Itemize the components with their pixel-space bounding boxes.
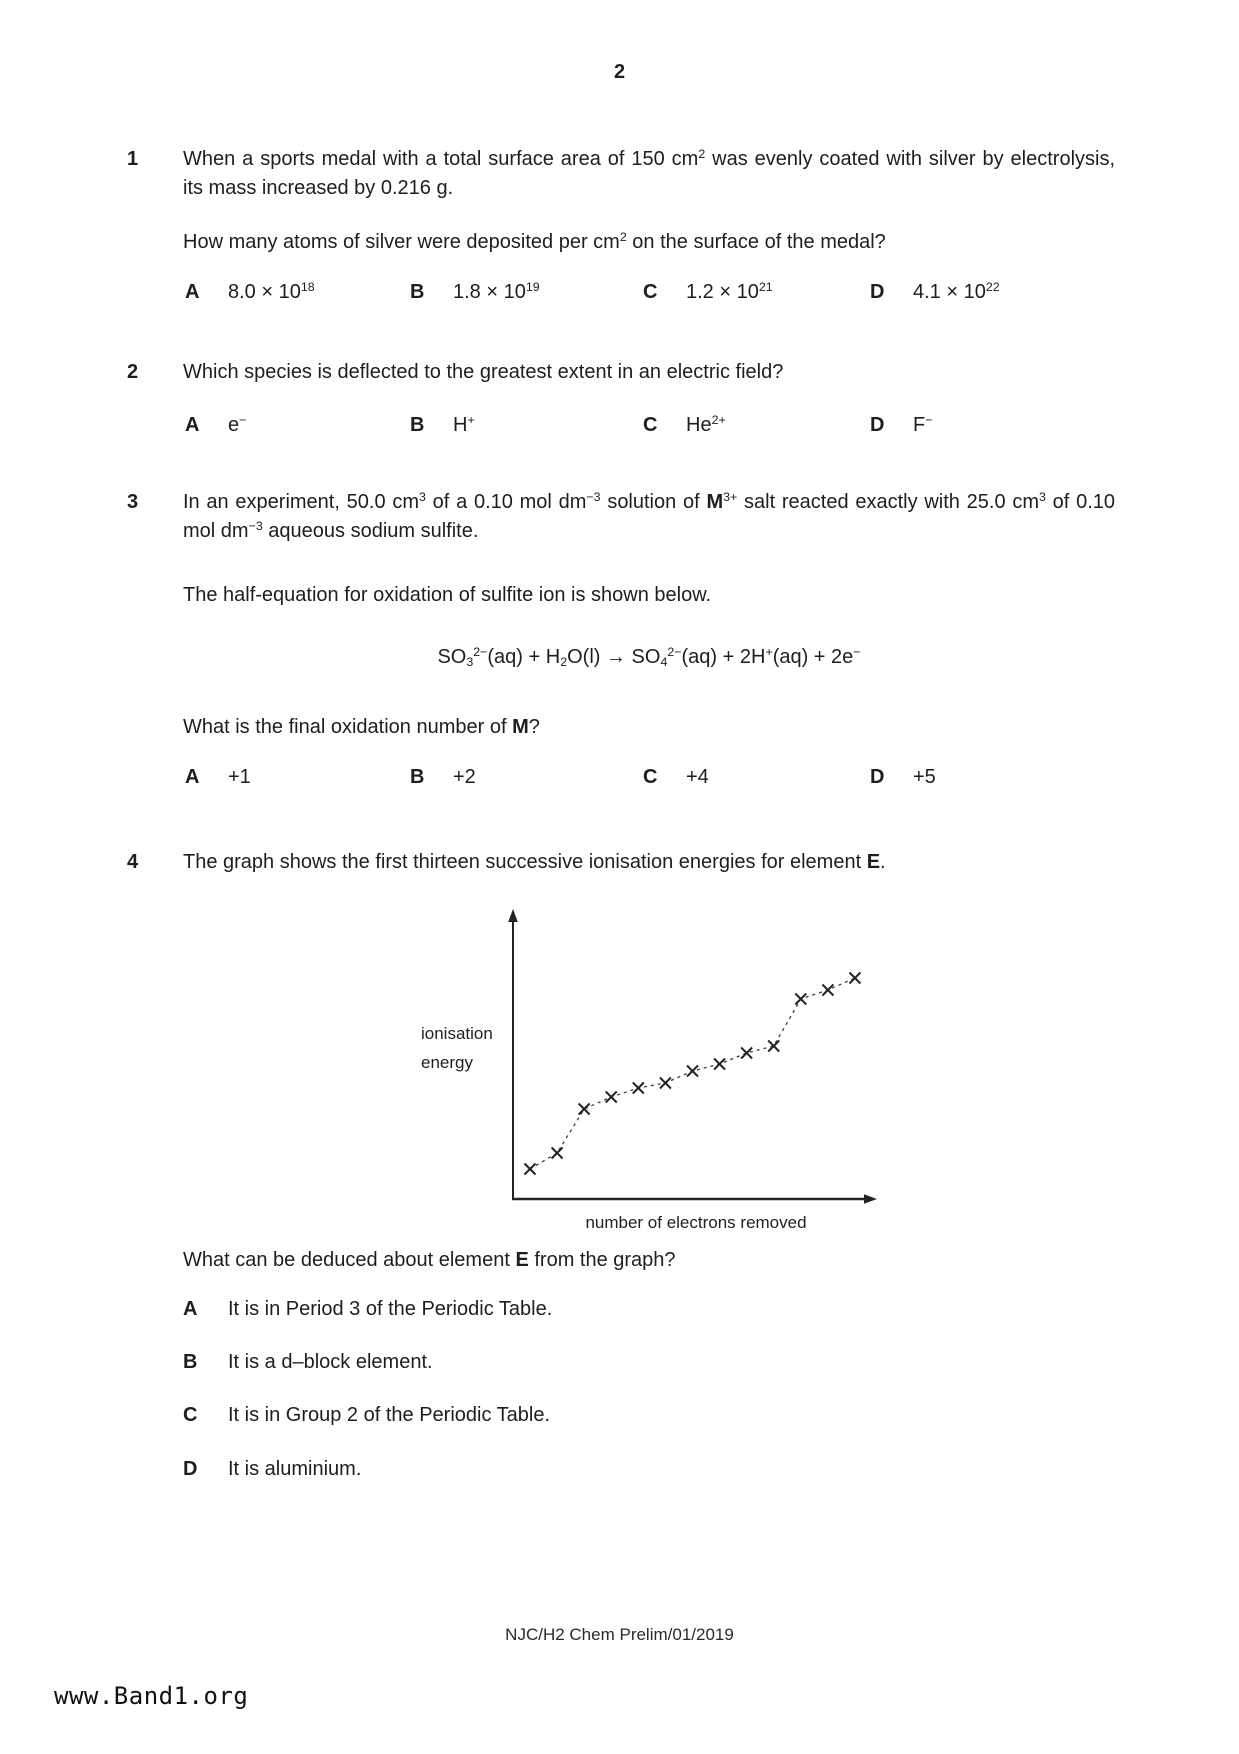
question-1-options [183, 278, 1173, 308]
graph-points [525, 973, 861, 1175]
option-text: It is in Group 2 of the Periodic Table. [228, 1404, 551, 1426]
option-text: It is aluminium. [228, 1458, 362, 1480]
option-letter: B [410, 281, 425, 303]
option-text: +1 [228, 766, 251, 788]
option-a [185, 763, 251, 792]
option-a [185, 411, 246, 440]
option-text: $1.2 \times 10^{21}$ [686, 280, 773, 303]
option-text: e− [228, 413, 247, 436]
option-letter: A [185, 766, 200, 788]
question-2-number: 2 [127, 361, 139, 383]
graph-axes [508, 909, 877, 1204]
option-d [183, 1455, 361, 1484]
x-axis-label: number of electrons removed [585, 1213, 807, 1232]
option-c [643, 763, 709, 792]
ionisation-energy-graph [400, 900, 880, 1250]
question-1-number: 1 [127, 148, 139, 170]
question-3-number: 3 [127, 491, 139, 513]
option-letter: C [183, 1404, 198, 1426]
option-letter: C [643, 414, 658, 436]
question-2-options [183, 411, 1173, 441]
footer-reference: NJC/H2 Chem Prelim/01/2019 [505, 1625, 734, 1644]
question-3-body: In an experiment, 50.0 $cm^3$ of a 0.10 mol $dm^{-3}$ solution of $M^{3+}$ salt reacted exactly with 25.0 $cm^3$ of 0.10 mol $dm^{-3}$ aqueous sodium sulfite. [183, 490, 1115, 542]
option-b [183, 1348, 433, 1377]
option-letter: D [870, 766, 885, 788]
option-d [870, 763, 936, 792]
x-axis-arrow [864, 1194, 877, 1204]
question-3-note: The half-equation for oxidation of sulfite ion is shown below. [183, 584, 712, 606]
option-text: $He^{2+}$ [686, 413, 726, 436]
option-letter: A [183, 1298, 198, 1320]
option-text: H+ [453, 413, 475, 436]
option-text: It is in Period 3 of the Periodic Table. [228, 1298, 553, 1320]
option-b [410, 763, 476, 792]
option-d [870, 411, 932, 440]
option-letter: D [870, 281, 885, 303]
option-text: +5 [913, 766, 936, 788]
option-text: F− [913, 413, 933, 436]
option-letter: A [185, 414, 200, 436]
question-1-prompt: How many atoms of silver were deposited per $cm^2$ on the surface of the medal? [183, 230, 886, 253]
option-c [183, 1401, 550, 1430]
option-c [643, 278, 773, 307]
page-number: 2 [613, 61, 626, 83]
question-4-number: 4 [127, 851, 139, 873]
option-b [410, 411, 475, 440]
question-3-prompt: What is the final oxidation number of M? [183, 716, 540, 738]
option-letter: B [183, 1351, 198, 1373]
option-letter: A [185, 281, 200, 303]
option-letter: B [410, 766, 425, 788]
y-axis-label-line-1: ionisation [421, 1024, 493, 1043]
option-text: $4.1 \times 10^{22}$ [913, 280, 1000, 303]
watermark-url: www.Band1.org [54, 1682, 249, 1710]
option-b [410, 278, 540, 307]
question-1-body: When a sports medal with a total surface area of 150 $cm^2$ was evenly coated with silver by electrolysis, its mass increased by 0.216 g. [183, 147, 1116, 199]
question-3-options [183, 763, 1173, 793]
question-4-body: The graph shows the first thirteen successive ionisation energies for element E. [183, 851, 886, 873]
option-text: +2 [453, 766, 476, 788]
question-4-prompt: What can be deduced about element E from the graph? [183, 1249, 676, 1271]
option-letter: D [183, 1458, 198, 1480]
option-text: $8.0 \times 10^{18}$ [228, 280, 315, 303]
option-a [183, 1295, 552, 1324]
question-2-body: Which species is deflected to the greatest extent in an electric field? [183, 361, 784, 383]
option-d [870, 278, 1000, 307]
option-a [185, 278, 315, 307]
option-letter: B [410, 414, 425, 436]
y-axis-arrow [508, 909, 518, 922]
option-c [643, 411, 726, 440]
option-letter: C [643, 766, 658, 788]
y-axis-label-line-2: energy [421, 1053, 473, 1072]
half-equation: $SO_3^{2-}(aq) + H_2O(l) \to SO_4^{2-}(aq) + 2H^+(aq) + 2e^-$ [437, 645, 861, 670]
option-letter: D [870, 414, 885, 436]
option-letter: C [643, 281, 658, 303]
option-text: $1.8 \times 10^{19}$ [453, 280, 540, 303]
option-text: +4 [686, 766, 709, 788]
option-text: It is a d–block element. [228, 1351, 433, 1373]
